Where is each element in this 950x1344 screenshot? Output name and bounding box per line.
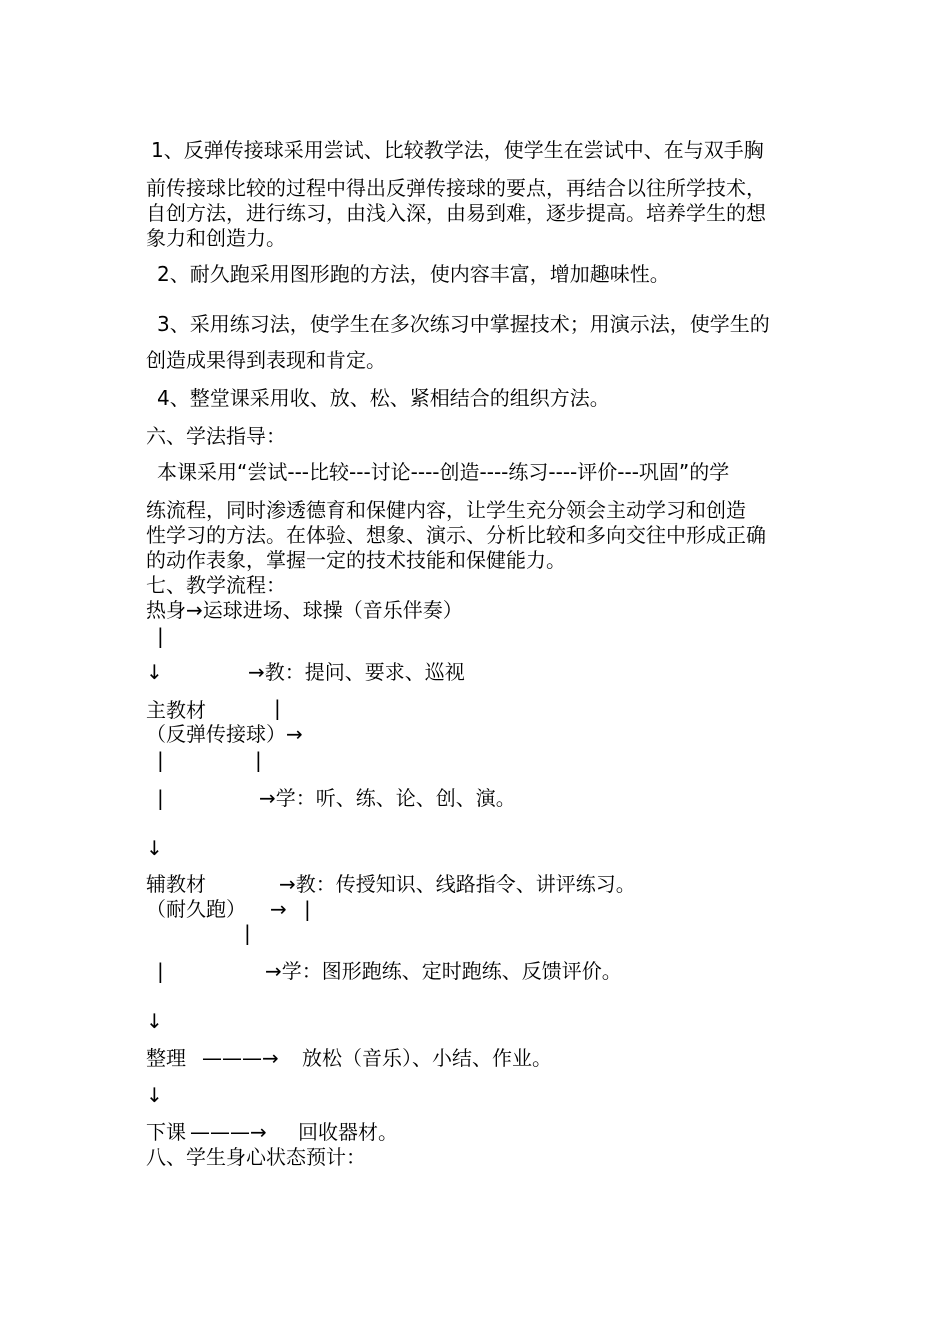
flow-bar: |	[157, 786, 164, 810]
method-p2: 2、耐久跑采用图形跑的方法，使内容丰富，增加趣味性。	[157, 262, 670, 286]
flow-teach-2: →教：传授知识、线路指令、讲评练习。	[279, 872, 636, 896]
flow-arrow-down: ↓	[146, 1083, 163, 1107]
method-p1-line1: 1、反弹传接球采用尝试、比较教学法，使学生在尝试中、在与双手胸	[151, 138, 764, 162]
flow-bar: |	[304, 897, 311, 921]
flow-learn-1: →学：听、练、论、创、演。	[259, 786, 516, 810]
flow-aux-sub: （耐久跑）	[146, 897, 246, 921]
study-line2: 练流程，同时渗透德育和保健内容，让学生充分领会主动学习和创造	[146, 498, 746, 522]
flow-arrow-down: ↓	[146, 836, 163, 860]
flow-end-text: 回收器材。	[298, 1120, 398, 1144]
flow-teach-1: →教：提问、要求、巡视	[248, 660, 465, 684]
flow-bar: |	[274, 696, 281, 720]
method-p3-line2: 创造成果得到表现和肯定。	[146, 348, 386, 372]
flow-heading: 七、教学流程：	[146, 573, 286, 597]
flow-tidy-text: 放松（音乐）、小结、作业。	[302, 1046, 552, 1070]
flow-end: 下课	[146, 1120, 186, 1144]
flow-end-line: ———→	[190, 1120, 267, 1144]
state-heading: 八、学生身心状态预计：	[146, 1145, 366, 1169]
flow-main-material: 主教材	[146, 698, 206, 722]
flow-bar: |	[244, 921, 251, 945]
flow-tidy: 整理	[146, 1046, 186, 1070]
study-heading: 六、学法指导：	[146, 424, 286, 448]
method-p1-line3: 自创方法，进行练习，由浅入深，由易到难，逐步提高。培养学生的想	[146, 201, 766, 225]
method-p1-line4: 象力和创造力。	[146, 226, 286, 250]
flow-warmup: 热身→运球进场、球操（音乐伴奏）	[146, 598, 463, 622]
flow-aux-arrow: →	[270, 897, 287, 921]
method-p1-line2: 前传接球比较的过程中得出反弹传接球的要点，再结合以往所学技术，	[146, 176, 766, 200]
flow-arrow-down: ↓	[146, 660, 163, 684]
study-line4: 的动作表象，掌握一定的技术技能和保健能力。	[146, 548, 566, 572]
flow-arrow-down: ↓	[146, 1009, 163, 1033]
flow-bar: |	[157, 959, 164, 983]
flow-main-sub: （反弹传接球）→	[146, 722, 303, 746]
study-line3: 性学习的方法。在体验、想象、演示、分析比较和多向交往中形成正确	[146, 523, 766, 547]
method-p3-line1: 3、采用练习法，使学生在多次练习中掌握技术；用演示法，使学生的	[157, 312, 770, 336]
study-line1: 本课采用“尝试---比较---讨论----创造----练习----评价---巩固”的学	[157, 460, 730, 484]
flow-tidy-line: ———→	[202, 1046, 279, 1070]
method-p4: 4、整堂课采用收、放、松、紧相结合的组织方法。	[157, 386, 610, 410]
flow-aux-material: 辅教材	[146, 872, 206, 896]
flow-bar: |	[157, 748, 164, 772]
flow-bar: |	[255, 748, 262, 772]
flow-bar: |	[157, 624, 164, 648]
flow-learn-2: →学：图形跑练、定时跑练、反馈评价。	[265, 959, 622, 983]
